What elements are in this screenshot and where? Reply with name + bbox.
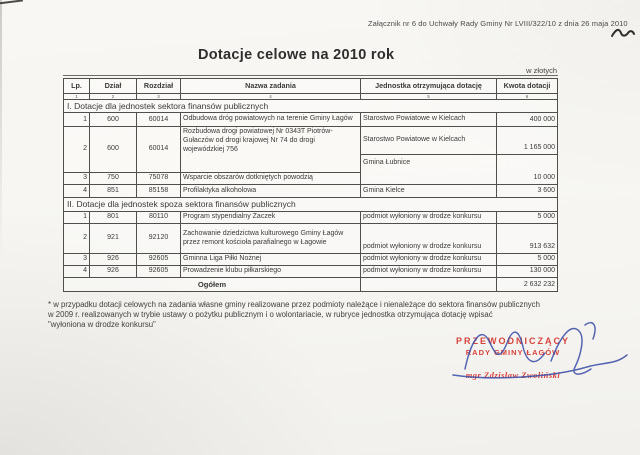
stamp-subtitle: RADY GMINY ŁAGÓW bbox=[465, 348, 561, 357]
cell-dzial: 926 bbox=[90, 266, 137, 278]
cell-dzial: 600 bbox=[90, 113, 137, 127]
cell-jednostka: podmiot wyłoniony w drodze konkursu bbox=[361, 224, 497, 254]
col-number: 2 bbox=[90, 94, 137, 100]
total-amount: 2 632 232 bbox=[497, 278, 558, 292]
signature bbox=[435, 315, 640, 392]
col-header-kwota: Kwota dotacji bbox=[497, 79, 558, 94]
cell-nazwa: Zachowanie dziedzictwa kulturowego Gminy Łagów przez remont kościoła parafialnego w Łagowie bbox=[181, 224, 361, 254]
col-number: 6 bbox=[497, 94, 558, 100]
cell-jednostka: Starostwo Powiatowe w Kielcach bbox=[361, 113, 497, 127]
cell-dzial: 750 bbox=[90, 173, 137, 185]
cell-dzial: 926 bbox=[90, 254, 137, 266]
section2-title: II. Dotacje dla jednostek spoza sektora finansów publicznych bbox=[64, 198, 558, 212]
cell-rozdzial: 60014 bbox=[137, 113, 181, 127]
cell-jednostka: Gmina Kielce bbox=[361, 185, 497, 198]
col-header-jednostka: Jednostka otrzymująca dotację bbox=[361, 79, 497, 94]
page-corner-edge bbox=[0, 0, 23, 5]
page-left-edge bbox=[0, 0, 2, 260]
cell-kwota: 400 000 bbox=[497, 113, 558, 127]
cell-dzial: 921 bbox=[90, 224, 137, 254]
currency-note: w złotych bbox=[526, 66, 557, 75]
col-header-dzial: Dział bbox=[90, 79, 137, 94]
cell-lp: 1 bbox=[64, 113, 90, 127]
cell-rozdzial: 85158 bbox=[137, 185, 181, 198]
cell-lp: 4 bbox=[64, 266, 90, 278]
cell-lp: 2 bbox=[64, 224, 90, 254]
footnote-line: "wyłoniona w drodze konkursu" bbox=[48, 320, 156, 329]
cell-rozdzial: 75078 bbox=[137, 173, 181, 185]
cell-nazwa: Program stypendialny Żaczek bbox=[181, 212, 361, 224]
cell-jednostka: podmiot wyłoniony w drodze konkursu bbox=[361, 212, 497, 224]
col-header-nazwa: Nazwa zadania bbox=[181, 79, 361, 94]
cell-dzial: 600 bbox=[90, 127, 137, 173]
cell-dzial: 801 bbox=[90, 212, 137, 224]
cell-nazwa: Odbudowa dróg powiatowych na terenie Gminy Łagów bbox=[181, 113, 361, 127]
cell-lp: 3 bbox=[64, 173, 90, 185]
subsidy-table bbox=[63, 78, 558, 292]
cell-nazwa: Profilaktyka alkoholowa bbox=[181, 185, 361, 198]
cell-jednostka: Starostwo Powiatowe w Kielcach bbox=[361, 127, 497, 155]
cell-lp: 1 bbox=[64, 212, 90, 224]
cell-jednostka: podmiot wyłoniony w drodze konkursu bbox=[361, 254, 497, 266]
page-title: Dotacje celowe na 2010 rok bbox=[198, 47, 395, 63]
col-number: 4 bbox=[181, 94, 361, 100]
cell-dzial: 851 bbox=[90, 185, 137, 198]
footnote-line: * w przypadku dotacji celowych na zadania własne gminy realizowane przez podmioty należące i nienależące do sektora finansów publicznych bbox=[48, 300, 540, 309]
attachment-note: Załącznik nr 6 do Uchwały Rady Gminy Nr LVIII/322/10 z dnia 26 maja 2010 bbox=[368, 19, 628, 28]
section1-title: I. Dotacje dla jednostek sektora finansów publicznych bbox=[64, 100, 558, 113]
cell-nazwa: Gminna Liga Piłki Nożnej bbox=[181, 254, 361, 266]
cell-lp: 2 bbox=[64, 127, 90, 173]
total-empty-cell bbox=[361, 278, 497, 292]
pen-mark-icon bbox=[610, 26, 636, 45]
table-top-rule bbox=[63, 75, 558, 76]
cell-jednostka: podmiot wyłoniony w drodze konkursu bbox=[361, 266, 497, 278]
cell-kwota: 913 632 bbox=[497, 224, 558, 254]
footnote-line: w 2009 r. realizowanych w trybie ustawy o pożytku publicznym i o wolontariacie, w rubryce jednostka otrzymująca dotację wpisać bbox=[48, 310, 493, 319]
cell-lp: 3 bbox=[64, 254, 90, 266]
col-header-lp: Lp. bbox=[64, 79, 90, 94]
cell-nazwa: Wsparcie obszarów dotkniętych powodzią bbox=[181, 173, 361, 185]
cell-rozdzial: 92120 bbox=[137, 224, 181, 254]
cell-rozdzial: 80110 bbox=[137, 212, 181, 224]
cell-jednostka: Gmina Łubnice bbox=[361, 155, 497, 185]
cell-rozdzial: 92605 bbox=[137, 254, 181, 266]
stamp-title: PRZEWODNICZĄCY bbox=[456, 336, 570, 346]
cell-nazwa: Rozbudowa drogi powiatowej Nr 0343T Piotrów-Gułaczów od drogi krajowej Nr 74 do drogi wojewódzkiej 756 bbox=[181, 127, 361, 173]
cell-rozdzial: 92605 bbox=[137, 266, 181, 278]
cell-kwota: 130 000 bbox=[497, 266, 558, 278]
col-header-rozdzial: Rozdział bbox=[137, 79, 181, 94]
total-label: Ogółem bbox=[64, 278, 361, 292]
cell-kwota: 5 000 bbox=[497, 254, 558, 266]
cell-kwota: 5 000 bbox=[497, 212, 558, 224]
cell-kwota: 10 000 bbox=[497, 155, 558, 185]
stamp-name: mgr Zdzisław Zwoliński bbox=[465, 370, 561, 380]
cell-kwota: 1 165 000 bbox=[497, 127, 558, 155]
cell-lp: 4 bbox=[64, 185, 90, 198]
cell-kwota: 3 600 bbox=[497, 185, 558, 198]
col-number: 3 bbox=[137, 94, 181, 100]
cell-nazwa: Prowadzenie klubu piłkarskiego bbox=[181, 266, 361, 278]
cell-rozdzial: 60014 bbox=[137, 127, 181, 173]
col-number: 1 bbox=[64, 94, 90, 100]
col-number: 5 bbox=[361, 94, 497, 100]
